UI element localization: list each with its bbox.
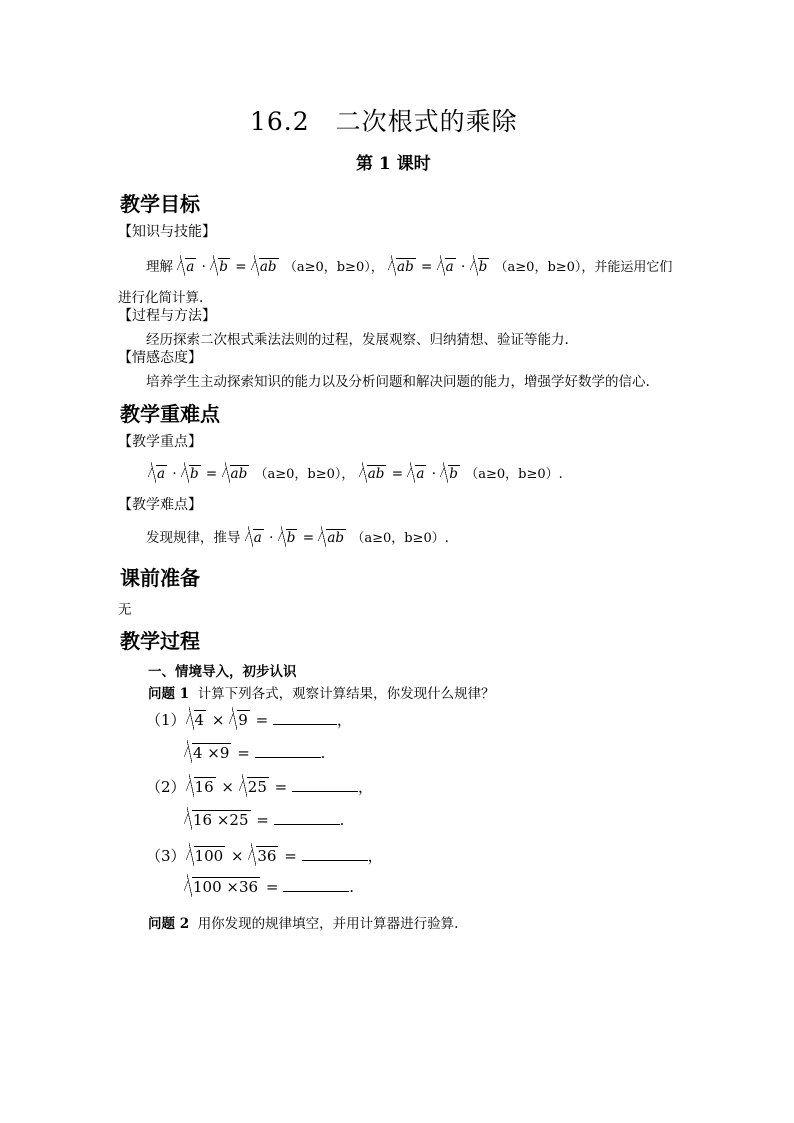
comma: ，: [336, 711, 352, 729]
comma: ，: [358, 778, 374, 796]
equals-sign: =: [255, 711, 269, 729]
page-title: 16.2 二次根式的乘除: [250, 107, 518, 136]
question-2: [148, 912, 458, 932]
question-2-text: 用你发现的规律填空，并用计算器进行验算.: [197, 916, 459, 932]
condition-1: （a≥0，b≥0），: [283, 260, 384, 275]
answer-blank[interactable]: [292, 790, 358, 792]
times-operator: ×: [230, 847, 244, 865]
process-subheading: 一、情境导入，初步认识: [148, 664, 297, 680]
equals-sign-2: =: [391, 466, 404, 482]
sqrt-product: 16 ×25: [184, 810, 251, 829]
answer-blank[interactable]: [283, 890, 349, 892]
dot-operator-2: ·: [460, 259, 466, 275]
sqrt-term: 36: [248, 846, 278, 865]
sqrt-ab: ab: [318, 529, 346, 546]
dot-operator-2: ·: [431, 466, 436, 482]
dot-operator: ·: [201, 259, 206, 275]
period: .: [339, 811, 345, 829]
equals-sign: =: [256, 811, 269, 829]
times-operator: ×: [221, 778, 234, 796]
difficulty-line: [146, 526, 449, 546]
focus-condition-1: （a≥0，b≥0），: [254, 467, 355, 482]
knowledge-prefix: 理解: [146, 259, 173, 275]
section-heading-process: 教学过程: [120, 629, 200, 653]
question-1: [148, 682, 495, 702]
answer-blank[interactable]: [274, 823, 340, 825]
difficulty-label: 【教学难点】: [118, 497, 202, 513]
comma: ，: [367, 847, 383, 865]
knowledge-label: 【知识与技能】: [118, 224, 216, 240]
difficulty-prefix: 发现规律，推导: [146, 530, 241, 546]
sqrt-term: 16: [186, 777, 216, 796]
exercise-3-row-2: [184, 877, 354, 896]
section-heading-objectives: 教学目标: [120, 192, 200, 216]
exercise-2-row-2: [184, 810, 344, 829]
knowledge-line: [146, 255, 672, 275]
sqrt-product: 4 ×9: [184, 743, 231, 762]
times-operator: ×: [211, 711, 225, 729]
sqrt-a: a: [177, 258, 196, 275]
focus-label: 【教学重点】: [118, 434, 202, 450]
sqrt-a-2: a: [437, 258, 456, 275]
sqrt-product: 100 ×36: [184, 877, 260, 896]
sqrt-a-2: a: [407, 465, 426, 482]
equals-sign: =: [205, 466, 218, 482]
question-1-label: 问题 1: [148, 686, 190, 702]
equals-sign: =: [235, 259, 247, 275]
answer-blank[interactable]: [273, 723, 337, 725]
question-1-text: 计算下列各式，观察计算结果，你发现什么规律？: [197, 686, 495, 702]
exercise-number: （2）: [146, 778, 186, 796]
exercise-1-row-2: [184, 743, 325, 762]
sqrt-b: b: [278, 529, 298, 546]
equals-sign: =: [284, 847, 297, 865]
sqrt-term: 25: [239, 777, 269, 796]
sqrt-ab: ab: [251, 258, 279, 275]
sqrt-term: 9: [229, 710, 250, 729]
dot-operator: ·: [269, 530, 274, 546]
equals-sign: =: [265, 878, 279, 896]
focus-condition-2: （a≥0，b≥0）.: [465, 467, 563, 482]
method-text: 经历探索二次根式乘法法则的过程，发展观察、归纳猜想、验证等能力.: [146, 332, 569, 348]
question-2-label: 问题 2: [148, 916, 190, 932]
answer-blank[interactable]: [255, 756, 321, 758]
sqrt-b: b: [181, 465, 201, 482]
exercise-number: （3）: [146, 847, 186, 865]
sqrt-term: 100: [186, 846, 226, 865]
exercise-2-row-1: [146, 776, 373, 797]
sqrt-ab-2: ab: [388, 258, 416, 275]
emotion-text: 培养学生主动探索知识的能力以及分析问题和解决问题的能力，增强学好数学的信心.: [146, 374, 650, 390]
answer-blank[interactable]: [302, 859, 368, 861]
period: .: [349, 878, 354, 896]
equals-sign: =: [302, 530, 315, 546]
lesson-subtitle: 第 1 课时: [356, 154, 431, 174]
sqrt-a: a: [148, 465, 167, 482]
period: .: [320, 744, 326, 762]
knowledge-line-2: 进行化简计算.: [118, 290, 204, 306]
equals-sign-2: =: [421, 259, 433, 275]
sqrt-ab-2: ab: [359, 465, 387, 482]
dot-operator: ·: [172, 466, 177, 482]
equals-sign: =: [274, 778, 288, 796]
preparation-text: 无: [118, 602, 132, 618]
sqrt-b: b: [210, 258, 230, 275]
exercise-3-row-1: [146, 845, 383, 866]
section-heading-key-points: 教学重难点: [120, 402, 220, 426]
sqrt-a: a: [245, 529, 264, 546]
sqrt-b-2: b: [470, 258, 490, 275]
condition-2: （a≥0，b≥0），并能运用它们: [494, 260, 673, 275]
equals-sign: =: [237, 744, 250, 762]
difficulty-condition: （a≥0，b≥0）.: [351, 531, 449, 546]
emotion-label: 【情感态度】: [118, 350, 202, 366]
focus-formula: [148, 463, 563, 482]
sqrt-ab: ab: [222, 465, 250, 482]
exercise-1-row-1: [146, 709, 352, 730]
sqrt-term: 4: [186, 710, 207, 729]
exercise-number: （1）: [146, 711, 186, 729]
method-label: 【过程与方法】: [118, 308, 216, 324]
section-heading-preparation: 课前准备: [120, 566, 200, 590]
sqrt-b-2: b: [440, 465, 460, 482]
